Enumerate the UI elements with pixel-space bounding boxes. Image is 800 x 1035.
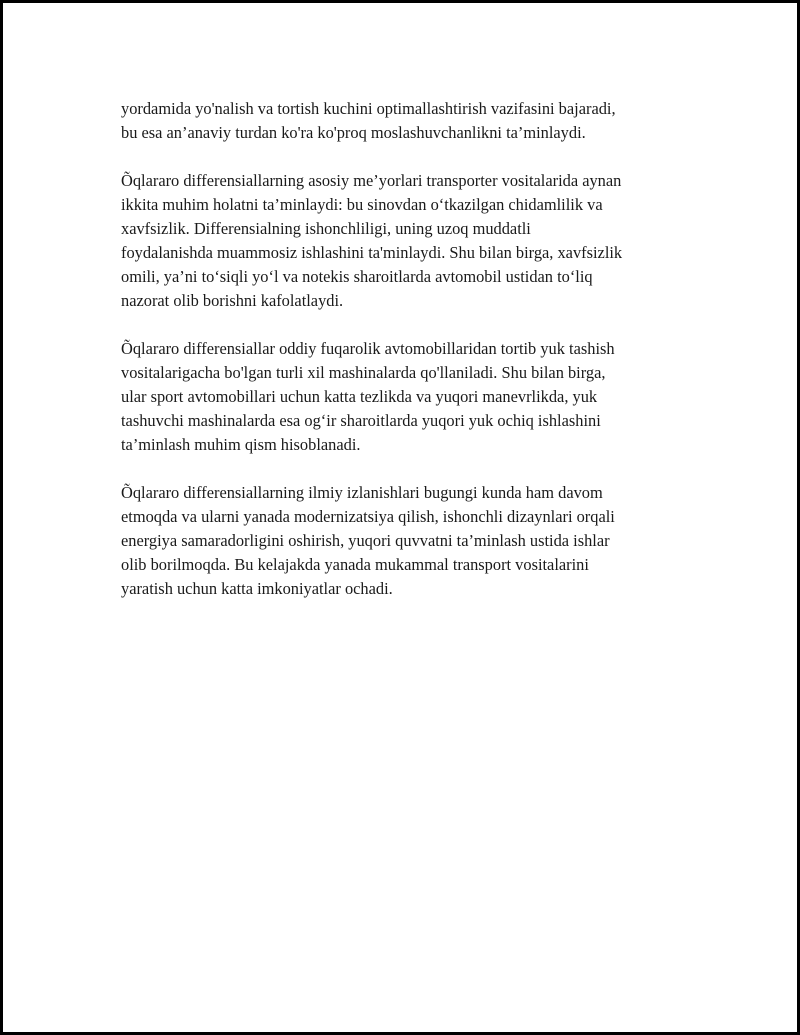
text-line: Õqlararo differensiallarning ilmiy izlanishlari bugungi kunda ham davom	[121, 483, 603, 502]
text-line: energiya samaradorligini oshirish, yuqori quvvatni ta’minlash ustida ishlar	[121, 531, 610, 550]
text-line: ikkita muhim holatni ta’minlaydi: bu sinovdan o‘tkazilgan chidamlilik va	[121, 195, 603, 214]
text-line: vositalarigacha bo'lgan turli xil mashinalarda qo'llaniladi. Shu bilan birga,	[121, 363, 606, 382]
text-line: yaratish uchun katta imkoniyatlar ochadi.	[121, 579, 393, 598]
paragraph-1	[121, 97, 691, 145]
text-line: nazorat olib borishni kafolatlaydi.	[121, 291, 344, 310]
text-line: foydalanishda muammosiz ishlashini ta'minlaydi. Shu bilan birga, xavfsizlik	[121, 243, 623, 262]
text-line: xavfsizlik. Differensialning ishonchliligi, uning uzoq muddatli	[121, 219, 531, 238]
text-line: omili, ya’ni to‘siqli yo‘l va notekis sharoitlarda avtomobil ustidan to‘liq	[121, 267, 593, 286]
text-line: ta’minlash muhim qism hisoblanadi.	[121, 435, 361, 454]
text-line: yordamida yo'nalish va tortish kuchini optimallashtirish vazifasini bajaradi,	[121, 99, 616, 118]
paragraph-2	[121, 169, 691, 313]
paragraph-4	[121, 481, 691, 601]
text-line: olib borilmoqda. Bu kelajakda yanada mukammal transport vositalarini	[121, 555, 589, 574]
text-line: tashuvchi mashinalarda esa og‘ir sharoitlarda yuqori yuk ochiq ishlashini	[121, 411, 601, 430]
paragraph-3	[121, 337, 691, 457]
text-line: bu esa an’anaviy turdan ko'ra ko'proq moslashuvchanlikni ta’minlaydi.	[121, 123, 586, 142]
text-line: Õqlararo differensiallar oddiy fuqarolik avtomobillaridan tortib yuk tashish	[121, 339, 615, 358]
text-line: Õqlararo differensiallarning asosiy me’yorlari transporter vositalarida aynan	[121, 171, 622, 190]
text-line: ular sport avtomobillari uchun katta tezlikda va yuqori manevrlikda, yuk	[121, 387, 598, 406]
text-line: etmoqda va ularni yanada modernizatsiya qilish, ishonchli dizaynlari orqali	[121, 507, 615, 526]
document-body	[121, 97, 691, 625]
